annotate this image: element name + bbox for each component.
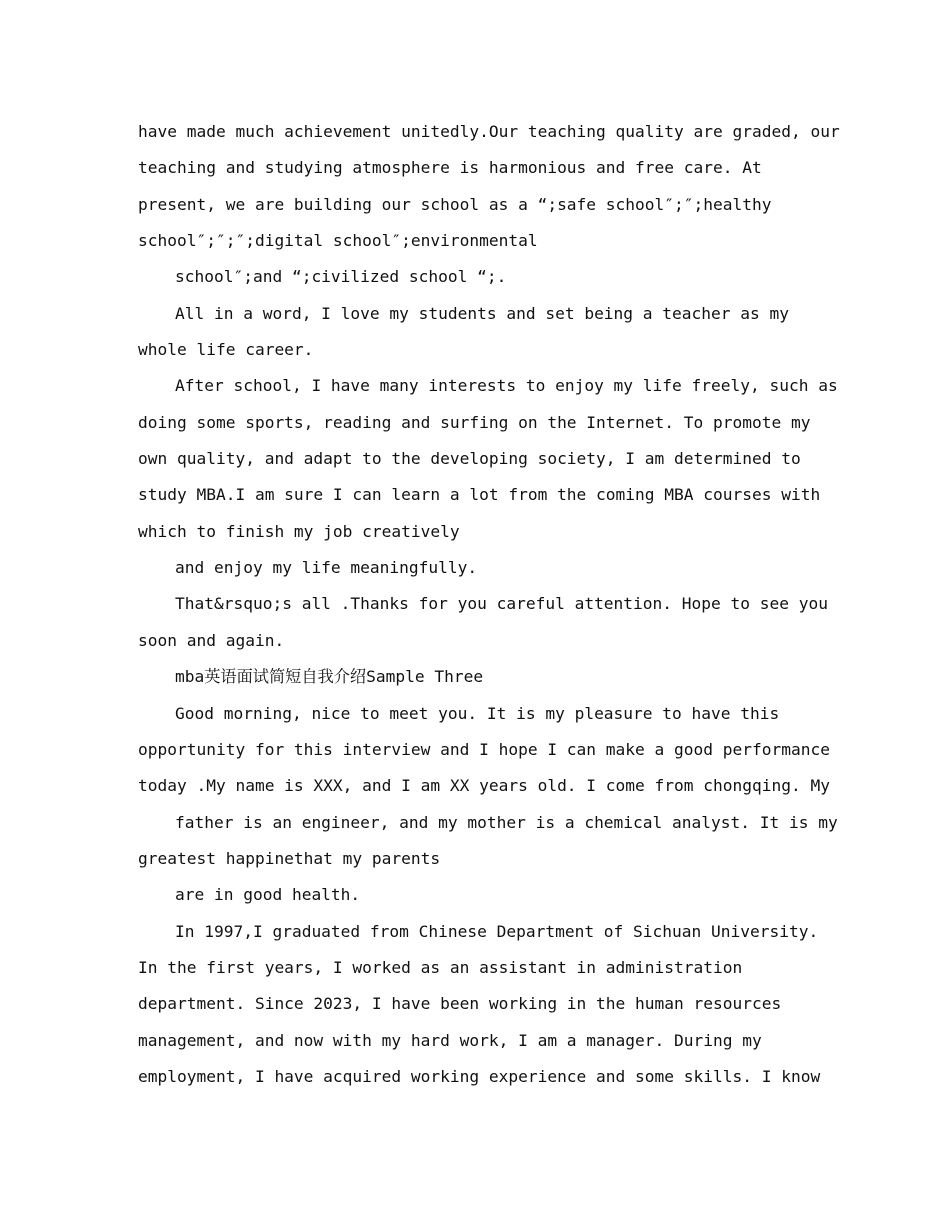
text-line: management, and now with my hard work, I am a manager. During my xyxy=(138,1030,762,1050)
text-line: school″;″;″;digital school″;environmental xyxy=(138,231,538,251)
text-line: present, we are building our school as a “;safe school″;″;healthy xyxy=(138,194,772,214)
text-line: Good morning, nice to meet you. It is my pleasure to have this xyxy=(175,703,780,723)
text-line: doing some sports, reading and surfing on the Internet. To promote my xyxy=(138,412,811,432)
text-line: father is an engineer, and my mother is a chemical analyst. It is my xyxy=(175,812,838,832)
text-line: which to finish my job creatively xyxy=(138,521,460,541)
text-line: own quality, and adapt to the developing society, I am determined to xyxy=(138,449,801,469)
text-line: are in good health. xyxy=(175,885,361,905)
text-line: After school, I have many interests to enjoy my life freely, such as xyxy=(175,376,838,396)
text-line: have made much achievement unitedly.Our teaching quality are graded, our xyxy=(138,122,840,141)
text-line: All in a word, I love my students and set being a teacher as my xyxy=(175,303,789,323)
text-line: That&rsquo;s all .Thanks for you careful attention. Hope to see you xyxy=(175,594,828,614)
text-line: today .My name is XXX, and I am XX years old. I come from chongqing. My xyxy=(138,776,830,796)
text-line: opportunity for this interview and I hope I can make a good performance xyxy=(138,739,830,759)
text-line: employment, I have acquired working experience and some skills. I know xyxy=(138,1066,821,1086)
section-heading: mba英语面试简短自我介绍Sample Three xyxy=(175,667,484,687)
text-line: study MBA.I am sure I can learn a lot from the coming MBA courses with xyxy=(138,485,821,505)
document-body xyxy=(138,114,840,1095)
text-line: soon and again. xyxy=(138,630,285,650)
text-line: whole life career. xyxy=(138,340,314,360)
text-line: department. Since 2023, I have been working in the human resources xyxy=(138,994,782,1014)
text-line: teaching and studying atmosphere is harmonious and free care. At xyxy=(138,158,762,178)
text-line: and enjoy my life meaningfully. xyxy=(175,558,478,578)
text-line: greatest happinethat my parents xyxy=(138,848,441,868)
text-line: In 1997,I graduated from Chinese Department of Sichuan University. xyxy=(175,921,819,941)
text-line: In the first years, I worked as an assistant in administration xyxy=(138,957,743,977)
text-line: school″;and “;civilized school “;. xyxy=(175,267,507,287)
